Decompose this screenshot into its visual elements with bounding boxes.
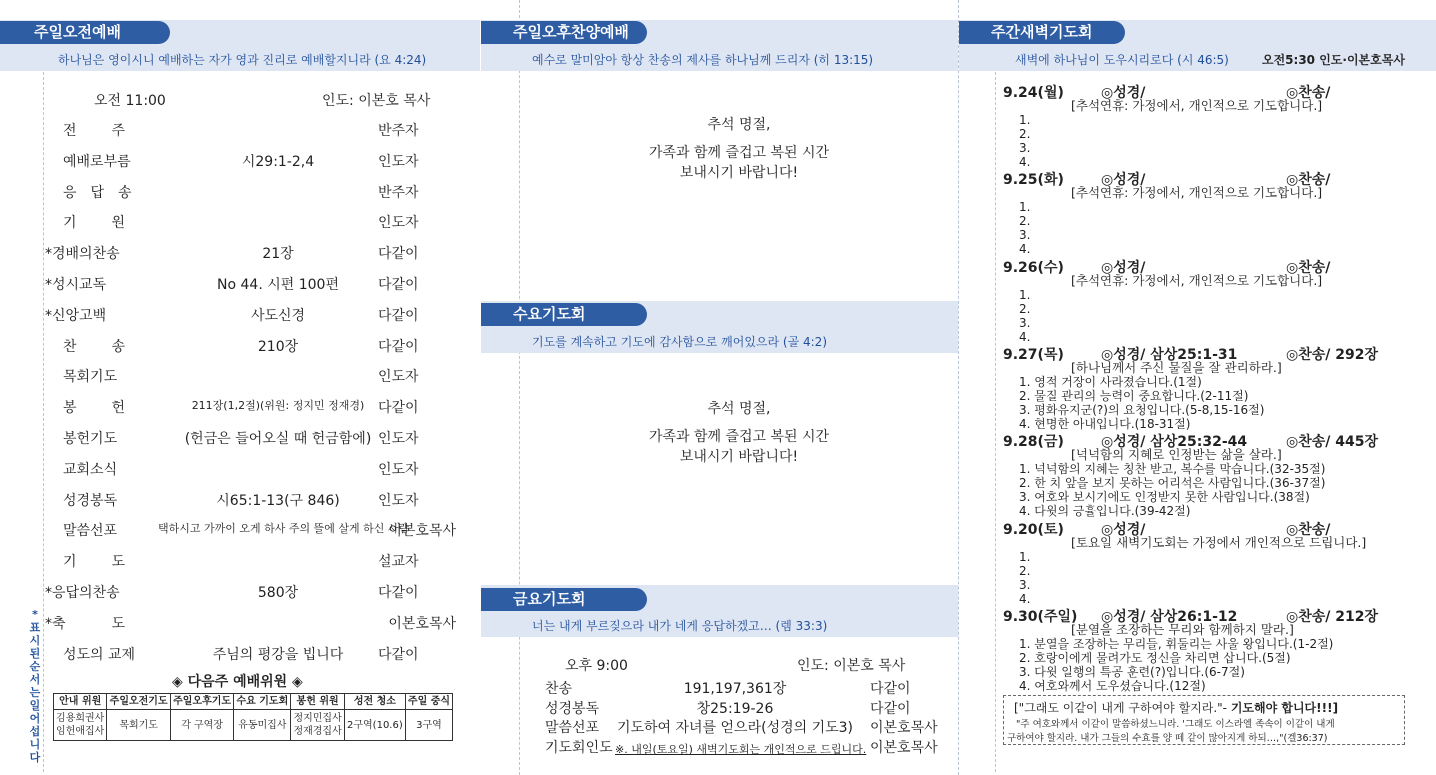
- order-row: [45, 582, 468, 602]
- dawn-day-item: 4.: [1019, 591, 1031, 606]
- dawn-day-hymn: ◎찬송/: [1286, 259, 1331, 276]
- dawn-day-item: 4. 현명한 아내입니다.(18-31절): [1019, 416, 1191, 431]
- order-row: [48, 151, 468, 171]
- friday-item-content: 창25:19-26: [696, 700, 774, 717]
- order-item-leader: 다같이: [378, 246, 419, 263]
- sunday-am-title: 주일오전예배: [0, 21, 170, 44]
- dawn-day: [1003, 344, 1383, 431]
- dawn-day-item: 3.: [1019, 228, 1031, 243]
- order-row: [48, 366, 468, 386]
- order-row: [45, 613, 468, 633]
- friday-leader: 인도: 이본호 목사: [797, 658, 906, 674]
- dawn-day-subtitle: [하나님께서 주신 물질을 잘 관리하라.]: [1071, 359, 1282, 375]
- order-item-content: 주님의 평강을 빕니다: [212, 646, 344, 663]
- duty-header: 수요 기도회: [234, 694, 291, 710]
- dawn-day-item: 1. 넉넉함의 지혜는 칭찬 받고, 복수를 막습니다.(32-35절): [1019, 462, 1326, 477]
- duty-header: 성전 청소: [344, 694, 405, 710]
- order-item-name: 전 주: [63, 123, 125, 139]
- dawn-day-date: 9.30(주일): [1003, 608, 1078, 625]
- friday-time: 오후 9:00: [565, 658, 628, 674]
- friday-item-leader: 다같이: [870, 700, 911, 717]
- friday-item-leader: 다같이: [870, 681, 911, 697]
- dawn-day-bible: ◎성경/ 삼상25:32-44: [1101, 434, 1248, 451]
- friday-item-leader: 이본호목사: [870, 739, 938, 756]
- closing-box-quote-2: 구하여야 할지라. 내가 그들의 수효를 양 떼 같이 많아지게 하되…,"(겔36:37): [1007, 733, 1328, 744]
- order-row: [48, 644, 468, 664]
- order-item-leader: 다같이: [378, 646, 419, 663]
- dawn-time-leader: 오전5:30 인도·이본호목사: [1262, 53, 1405, 67]
- dawn-day-header: [1003, 169, 1383, 189]
- dawn-day-item: 2. 호랑이에게 물려가도 정신을 차리면 삽니다.(5절): [1019, 650, 1291, 665]
- order-item-leader: 인도자: [378, 492, 419, 509]
- dawn-day-item: 2.: [1019, 301, 1031, 316]
- order-item-leader: 반주자: [378, 184, 419, 201]
- dawn-day-date: 9.26(수): [1003, 259, 1064, 276]
- friday-title: 금요기도회: [481, 588, 647, 611]
- order-item-name: *축 도: [45, 615, 125, 632]
- order-row: [48, 212, 468, 232]
- dawn-day-bible: ◎성경/ 삼상25:1-31: [1101, 346, 1238, 363]
- dawn-day-hymn: ◎찬송/: [1286, 521, 1331, 538]
- duty-value: 김용희권사 임헌애집사: [54, 710, 107, 741]
- duty-header: 봉헌 위원: [291, 694, 344, 710]
- dawn-day: [1003, 431, 1383, 518]
- friday-row: [545, 698, 925, 718]
- order-item-content: 시29:1-2,4: [241, 153, 315, 170]
- wednesday-message-2: 가족과 함께 즐겁고 복된 시간: [648, 429, 830, 445]
- dawn-day-subtitle: [추석연휴: 가정에서, 개인적으로 기도합니다.]: [1071, 272, 1323, 288]
- order-item-content: (헌금은 들어오실 때 헌금함에): [184, 431, 372, 447]
- dawn-day-item: 3.: [1019, 315, 1031, 330]
- dawn-day: [1003, 257, 1383, 344]
- friday-item-content: 191,197,361장: [683, 681, 787, 697]
- order-item-content: 택하시고 가까이 오게 하사 주의 뜰에 살게 하신 사람: [158, 522, 410, 536]
- order-item-leader: 다같이: [378, 400, 419, 417]
- dawn-day-item: 1. 영적 거장이 사라졌습니다.(1절): [1019, 374, 1202, 389]
- dawn-day-header: [1003, 519, 1383, 536]
- duty-value: 목회기도: [107, 710, 170, 741]
- order-row: [48, 459, 468, 479]
- sunday-pm-verse: 예수로 말미암아 항상 찬송의 제사를 하나님께 드리자 (히 13:15): [532, 53, 874, 67]
- order-item-content: 211장(1,2절)(위원: 정지민 정재경): [191, 399, 365, 413]
- dawn-day-header: [1003, 82, 1383, 99]
- dawn-day-date: 9.24(월): [1003, 85, 1064, 101]
- order-item-name: 봉 헌: [63, 400, 125, 417]
- dawn-day-item: 4. 다윗의 긍휼입니다.(39-42절): [1019, 504, 1191, 519]
- order-item-leader: 인도자: [378, 153, 419, 170]
- dawn-day-item: 4.: [1019, 242, 1031, 257]
- dawn-day-date: 9.25(화): [1003, 172, 1064, 189]
- order-item-name: *경배의찬송: [45, 246, 120, 263]
- order-row: [48, 397, 468, 417]
- order-item-leader: 다같이: [378, 307, 419, 324]
- dawn-day-item: 2.: [1019, 563, 1031, 578]
- friday-item-name: 찬송: [545, 681, 573, 697]
- duty-title: ◈ 다음주 예배위원 ◈: [172, 674, 303, 690]
- friday-item-name: 기도회인도: [545, 739, 613, 756]
- column-divider-right: [995, 72, 996, 772]
- standing-note: *표시된 순서는 일어섭니다: [29, 608, 41, 764]
- dawn-day-item: 4.: [1019, 155, 1031, 169]
- dawn-day-item: 3.: [1019, 141, 1031, 155]
- sunday-am-leader: 인도: 이본호 목사: [322, 93, 431, 109]
- friday-item-name: 성경봉독: [545, 700, 600, 717]
- order-item-content: 580장: [257, 585, 299, 601]
- order-item-content: 시65:1-13(구 846): [216, 492, 340, 509]
- dawn-verse: 새벽에 하나님이 도우시리로다 (시 46:5): [1015, 53, 1229, 67]
- dawn-day-item: 1.: [1019, 200, 1031, 215]
- dawn-day-item: 4.: [1019, 329, 1031, 344]
- dawn-day-subtitle: [토요일 새벽기도회는 가정에서 개인적으로 드립니다.]: [1071, 534, 1367, 550]
- friday-row: [545, 678, 925, 698]
- order-item-name: 예배로부름: [63, 153, 131, 170]
- dawn-day-item: 1.: [1019, 549, 1031, 564]
- order-row: [48, 490, 468, 510]
- order-item-name: 성경봉독: [63, 492, 118, 509]
- duty-value: 정지민집사 정재경집사: [291, 710, 344, 741]
- order-item-leader: 이본호목사: [388, 615, 456, 632]
- dawn-day-item: 3.: [1019, 577, 1031, 592]
- dawn-day-item: 2. 물질 관리의 능력이 중요합니다.(2-11절): [1019, 388, 1249, 403]
- sunday-pm-title: 주일오후찬양예배: [481, 21, 647, 44]
- order-row: [48, 551, 468, 571]
- wednesday-message-1: 추석 명절,: [707, 401, 771, 417]
- dawn-day-item: 1. 분열을 조장하는 무리들, 휘둘리는 사울 왕입니다.(1-2절): [1019, 636, 1334, 651]
- sunday-am-time: 오전 11:00: [94, 93, 166, 109]
- order-item-name: *성시교독: [45, 277, 107, 293]
- dawn-day-subtitle: [넉넉함의 지혜로 인정받는 삶을 살라.]: [1071, 447, 1282, 463]
- order-item-name: 교회소식: [63, 461, 118, 478]
- duty-value: 각 구역장: [170, 710, 233, 741]
- dawn-day-item: 1.: [1019, 287, 1031, 302]
- dawn-title: 주간새벽기도회: [959, 21, 1125, 44]
- order-row: [45, 274, 468, 294]
- dawn-day-hymn: ◎찬송/ 292장: [1286, 346, 1378, 363]
- dawn-day-header: [1003, 257, 1383, 274]
- wednesday-message-3: 보내시기 바랍니다!: [679, 449, 799, 465]
- duty-header: 주일오후기도: [170, 694, 233, 710]
- order-item-leader: 인도자: [378, 369, 419, 386]
- dawn-day-item: 4. 여호와께서 도우셨습니다.(12절): [1019, 678, 1206, 693]
- dawn-day-item: 2.: [1019, 214, 1031, 229]
- duty-header: 안내 위원: [54, 694, 107, 710]
- order-row: [48, 182, 468, 202]
- dawn-day-item: 2. 한 치 앞을 보지 못하는 어리석은 사람입니다.(36-37절): [1019, 476, 1326, 491]
- dawn-day-item: 2.: [1019, 127, 1031, 141]
- order-row: [48, 520, 468, 540]
- closing-box-quote-1: "주 여호와께서 이같이 말씀하셨느니라. '그래도 이스라엘 족속이 이같이 내게: [1016, 719, 1335, 730]
- order-item-leader: 다같이: [378, 277, 419, 293]
- dawn-day-subtitle: [분열을 조장하는 무리와 함께하지 말라.]: [1071, 621, 1294, 637]
- order-item-name: 성도의 교제: [63, 646, 136, 663]
- dawn-day-hymn: ◎찬송/ 445장: [1286, 434, 1378, 451]
- duty-header: 주일 중식: [405, 694, 452, 710]
- dawn-day-subtitle: [추석연휴: 가정에서, 개인적으로 기도합니다.]: [1071, 185, 1323, 201]
- dawn-day: [1003, 606, 1383, 693]
- sunday-pm-message-2: 가족과 함께 즐겁고 복된 시간: [648, 145, 830, 161]
- order-row: [48, 120, 468, 140]
- friday-row: [545, 717, 938, 737]
- closing-verse-box: [1003, 695, 1405, 745]
- order-item-name: 응 답 송: [63, 184, 132, 201]
- duty-table: [53, 693, 453, 741]
- order-item-name: 기 도: [63, 554, 125, 571]
- order-item-content: 21장: [262, 246, 294, 263]
- order-item-name: *신앙고백: [45, 307, 107, 324]
- sunday-pm-message-3: 보내시기 바랍니다!: [679, 165, 799, 181]
- dawn-day-hymn: ◎찬송/: [1286, 172, 1331, 189]
- order-row: [48, 428, 468, 448]
- friday-note: ※. 내일(토요일) 새벽기도회는 개인적으로 드립니다.: [615, 743, 867, 756]
- order-item-name: 말씀선포: [63, 523, 118, 540]
- wednesday-verse: 기도를 계속하고 기도에 감사함으로 깨어있으라 (골 4:2): [532, 335, 827, 349]
- order-item-leader: 인도자: [378, 461, 419, 478]
- friday-item-content: 기도하여 자녀를 얻으라(성경의 기도3): [616, 720, 854, 736]
- friday-item-name: 말씀선포: [545, 720, 600, 736]
- duty-value: 유동미집사: [234, 710, 291, 741]
- order-item-leader: 설교자: [378, 554, 419, 571]
- order-item-name: 봉헌기도: [63, 431, 118, 447]
- dawn-day-item: 3. 평화유지군(?)의 요청입니다.(5-8,15-16절): [1019, 402, 1265, 417]
- duty-value: 2구역(10.6): [344, 710, 405, 741]
- order-row: [48, 336, 468, 356]
- order-item-leader: 인도자: [378, 215, 419, 232]
- order-item-content: 사도신경: [250, 307, 306, 324]
- duty-header: 주일오전기도: [107, 694, 170, 710]
- order-item-leader: 이본호목사: [388, 523, 456, 540]
- dawn-day: [1003, 519, 1383, 606]
- dawn-day-item: 1.: [1019, 113, 1031, 127]
- order-item-content: 210장: [257, 338, 299, 355]
- order-item-name: 목회기도: [63, 369, 118, 386]
- order-item-name: 찬 송: [63, 338, 125, 355]
- dawn-day-hymn: ◎찬송/ 212장: [1286, 608, 1378, 625]
- friday-item-leader: 이본호목사: [870, 720, 938, 736]
- order-item-content: No 44. 시편 100편: [217, 277, 339, 293]
- dawn-day-bible: ◎성경/: [1101, 172, 1146, 189]
- dawn-day-bible: ◎성경/ 삼상26:1-12: [1101, 608, 1238, 625]
- order-row: [45, 243, 468, 263]
- order-item-leader: 다같이: [378, 338, 419, 355]
- closing-box-title-part1: ["그래도 이같이 내게 구하여야 할지라."-: [1014, 701, 1231, 715]
- dawn-day-header: [1003, 606, 1383, 623]
- column-divider-left: [43, 72, 44, 772]
- order-item-leader: 다같이: [378, 585, 419, 601]
- order-item-name: 기 원: [63, 215, 125, 232]
- duty-value: 3구역: [405, 710, 452, 741]
- order-item-name: *응답의찬송: [45, 585, 120, 601]
- column-divider-2: [958, 0, 959, 775]
- dawn-day-subtitle: [추석연휴: 가정에서, 개인적으로 기도합니다.]: [1071, 98, 1323, 113]
- dawn-day-header: [1003, 344, 1383, 361]
- dawn-day-bible: ◎성경/: [1101, 259, 1146, 276]
- dawn-day-date: 9.28(금): [1003, 434, 1064, 451]
- dawn-day-bible: ◎성경/: [1101, 85, 1146, 101]
- closing-box-title: [1014, 699, 1338, 716]
- wednesday-title: 수요기도회: [481, 303, 647, 326]
- dawn-day-date: 9.27(목): [1003, 346, 1064, 363]
- dawn-day-header: [1003, 431, 1383, 451]
- sunday-pm-message-1: 추석 명절,: [707, 117, 771, 133]
- dawn-day-item: 3. 다윗 일행의 특공 훈련(?)입니다.(6-7절): [1019, 664, 1245, 679]
- friday-verse: 너는 내게 부르짖으라 내가 네게 응답하겠고… (렘 33:3): [532, 619, 828, 633]
- order-item-leader: 인도자: [378, 431, 419, 447]
- closing-box-title-part2: 기도해야 합니다!!!]: [1230, 701, 1339, 715]
- dawn-day: [1003, 169, 1383, 256]
- dawn-day-bible: ◎성경/: [1101, 521, 1146, 538]
- dawn-day-hymn: ◎찬송/: [1286, 85, 1331, 101]
- order-row: [45, 305, 468, 325]
- dawn-day-date: 9.20(토): [1003, 521, 1064, 538]
- sunday-am-verse: 하나님은 영이시니 예배하는 자가 영과 진리로 예배할지니라 (요 4:24): [58, 53, 427, 67]
- dawn-day-item: 3. 여호와 보시기에도 인정받지 못한 사람입니다.(38절): [1019, 490, 1310, 505]
- order-item-leader: 반주자: [378, 123, 419, 139]
- dawn-day: [1003, 82, 1383, 169]
